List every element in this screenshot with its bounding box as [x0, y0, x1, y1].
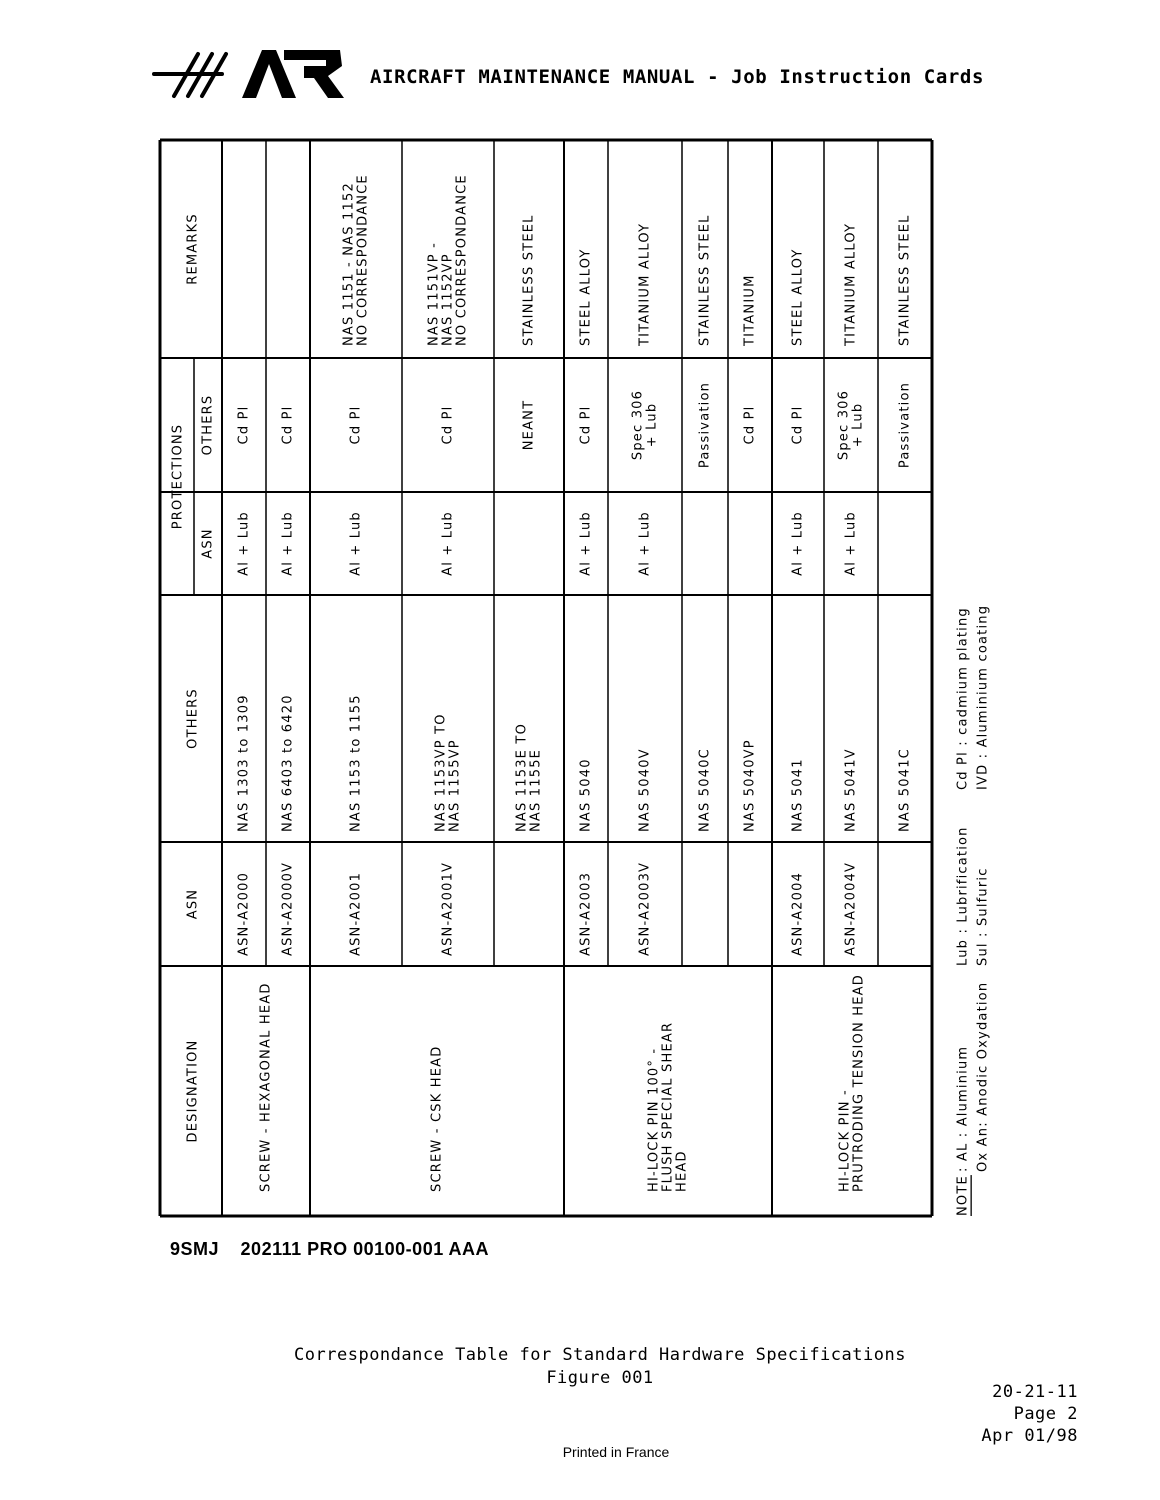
note-text: Lub : Lubrification [955, 826, 971, 966]
others-cell: NAS 5041V [843, 748, 859, 832]
protection-others-cell: Cd Pl [742, 405, 758, 445]
caption-title: Correspondance Table for Standard Hardware Specifications [294, 1345, 906, 1365]
others-cell: NAS 5040VP [742, 739, 758, 832]
table-cells [171, 174, 913, 1192]
protection-others-cell: Cd Pl [280, 405, 296, 445]
designation-cell: SCREW - HEXAGONAL HEAD [258, 982, 274, 1192]
header-remarks: REMARKS [185, 213, 201, 285]
others-cell: NAS 1153VP TO [433, 713, 449, 832]
printed-footer: Printed in France [562, 1444, 670, 1460]
note-text: Sul : Sulfuric [975, 867, 991, 966]
protection-others-cell: Cd Pl [236, 405, 252, 445]
remarks-cell: NO CORRESPONDANCE [355, 174, 371, 346]
asn-cell: ASN-A2004 [790, 871, 806, 956]
protection-others-cell: Spec 306 [630, 389, 646, 461]
remarks-cell: NO CORRESPONDANCE [454, 174, 470, 346]
designation-cell: HEAD [674, 1150, 690, 1192]
others-cell: NAS 1155E [528, 748, 544, 832]
protection-asn-cell: Al + Lub [790, 511, 806, 576]
table-grid [160, 140, 932, 1216]
remarks-cell: STAINLESS STEEL [521, 214, 537, 346]
header-protection-others: OTHERS [200, 394, 216, 456]
note-block [956, 605, 991, 1216]
protection-asn-cell: Al + Lub [440, 511, 456, 576]
figure-caption [250, 1344, 950, 1390]
note-text: Ox An: Anodic Oxydation [975, 981, 991, 1172]
header-protection-asn: ASN [200, 528, 216, 559]
designation-cell: HI-LOCK PIN - [837, 1089, 853, 1192]
doc-code-reference: 202111 PRO 00100-001 AAA [240, 1239, 490, 1259]
document-code [170, 1239, 505, 1260]
page-reference [981, 1381, 1078, 1447]
remarks-cell: NAS 1151 - NAS 1152 [341, 182, 357, 346]
remarks-cell: NAS 1152VP [440, 253, 456, 346]
remarks-cell: TITANIUM ALLOY [637, 222, 653, 346]
remarks-cell: STAINLESS STEEL [897, 214, 913, 346]
others-cell: NAS 1155VP [447, 739, 463, 832]
remarks-cell: TITANIUM [742, 274, 758, 346]
others-cell: NAS 1153E TO [514, 722, 530, 832]
manual-title: AIRCRAFT MAINTENANCE MANUAL - Job Instruction Cards [370, 66, 984, 88]
others-cell: NAS 5041 [790, 758, 806, 832]
protection-others-cell: + Lub [850, 402, 866, 448]
asn-cell: ASN-A2001V [440, 861, 456, 956]
header-others: OTHERS [185, 688, 201, 749]
protection-others-cell: + Lub [644, 402, 660, 448]
protection-others-cell: NEANT [521, 399, 537, 451]
remarks-cell: STEEL ALLOY [578, 248, 594, 346]
others-cell: NAS 1153 to 1155 [348, 694, 364, 832]
header-designation: DESIGNATION [185, 1039, 201, 1143]
designation-cell: SCREW - CSK HEAD [429, 1045, 445, 1192]
protection-asn-cell: Al + Lub [637, 511, 653, 576]
asn-cell: ASN-A2003V [637, 861, 653, 956]
designation-cell: PRUTRODING TENSION HEAD [851, 974, 867, 1192]
protection-asn-cell: Al + Lub [578, 511, 594, 576]
header-protections: PROTECTIONS [170, 423, 186, 530]
others-cell: NAS 5040V [637, 748, 653, 832]
protection-asn-cell: Al + Lub [843, 511, 859, 576]
doc-code-prefix: 9SMJ [170, 1239, 220, 1259]
asn-cell: ASN-A2003 [578, 871, 594, 956]
others-cell: NAS 1303 to 1309 [236, 694, 252, 832]
protection-others-cell: Cd Pl [790, 405, 806, 445]
header-asn: ASN [185, 888, 201, 920]
protection-others-cell: Cd Pl [578, 405, 594, 445]
note-text: Cd Pl : cadmium plating [955, 607, 971, 790]
protection-others-cell: Passivation [697, 381, 713, 469]
protection-others-cell: Spec 306 [836, 389, 852, 461]
chapter-number: 20-21-11 [992, 1382, 1078, 1402]
others-cell: NAS 6403 to 6420 [280, 694, 296, 832]
remarks-cell: NAS 1151VP - [426, 241, 442, 346]
note-label: NOTE [955, 1175, 971, 1216]
asn-cell: ASN-A2001 [348, 871, 364, 956]
remarks-cell: TITANIUM ALLOY [843, 222, 859, 346]
protection-asn-cell: Al + Lub [236, 511, 252, 576]
asn-cell: ASN-A2004V [843, 861, 859, 956]
asn-cell: ASN-A2000 [236, 871, 252, 956]
protection-others-cell: Passivation [897, 381, 913, 469]
others-cell: NAS 5040 [578, 758, 594, 832]
protection-asn-cell: Al + Lub [280, 511, 296, 576]
note-text: IVD : Aluminium coating [975, 604, 991, 790]
note-text: : AL : Aluminium [955, 1045, 971, 1172]
protection-asn-cell: Al + Lub [348, 511, 364, 576]
revision-date: Apr 01/98 [981, 1426, 1078, 1446]
caption-figure-number: Figure 001 [546, 1368, 654, 1388]
asn-cell: ASN-A2000V [280, 861, 296, 956]
others-cell: NAS 5041C [897, 748, 913, 832]
protection-others-cell: Cd Pl [440, 405, 456, 445]
protection-others-cell: Cd Pl [348, 405, 364, 445]
remarks-cell: STEEL ALLOY [790, 248, 806, 346]
others-cell: NAS 5040C [697, 748, 713, 832]
designation-cell: HI-LOCK PIN 100° - [646, 1047, 662, 1192]
remarks-cell: STAINLESS STEEL [697, 214, 713, 346]
page-number: Page 2 [1013, 1404, 1078, 1424]
designation-cell: FLUSH SPECIAL SHEAR [660, 1021, 676, 1192]
